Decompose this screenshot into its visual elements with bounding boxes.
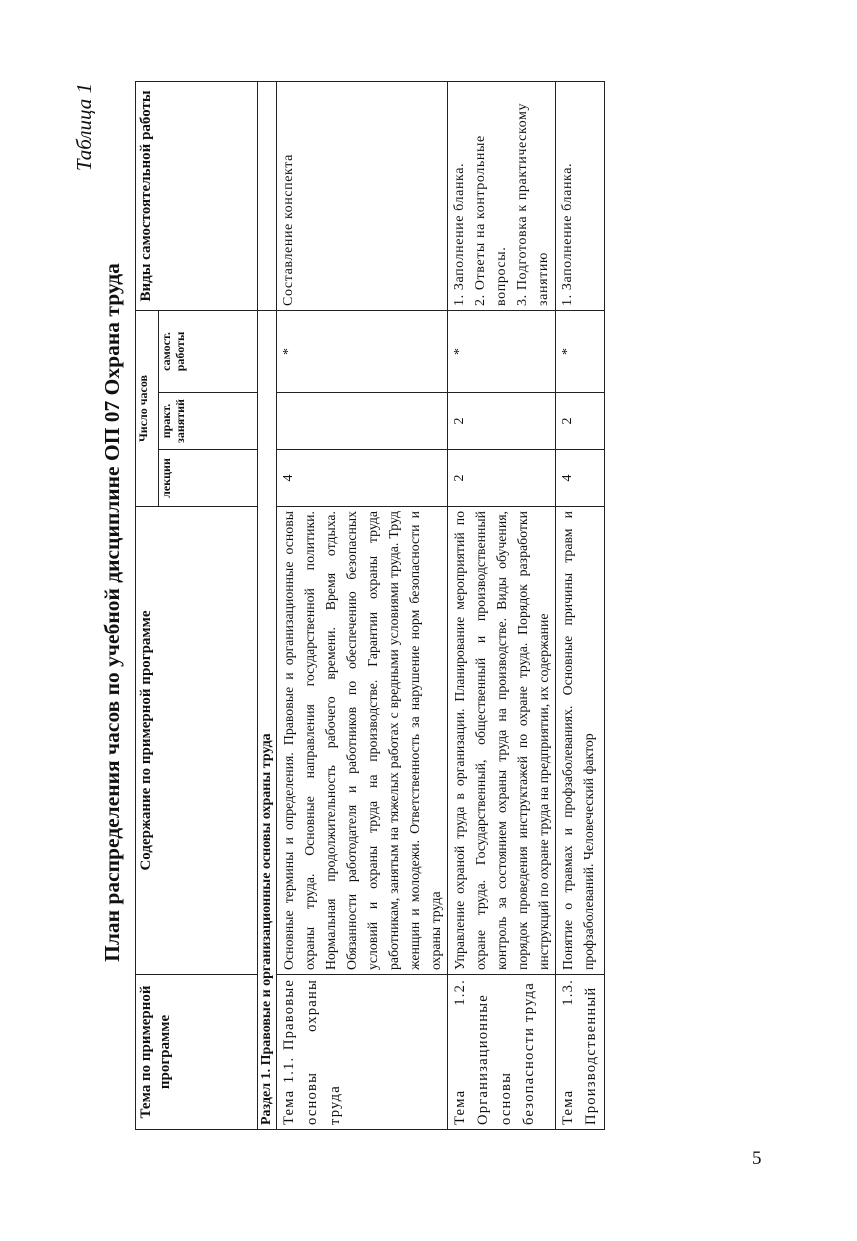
rotated-page-content bbox=[70, 70, 850, 1155]
row-lectures: 2 bbox=[448, 450, 556, 507]
work-item: 3. Подготовка к практическому занятию bbox=[515, 102, 551, 306]
header-self: самост. работы bbox=[159, 310, 258, 392]
header-work-types: Виды самостоятельной работы bbox=[136, 81, 258, 310]
row-work bbox=[556, 81, 605, 310]
hours-distribution-table bbox=[135, 81, 605, 1130]
row-content: Управление охраной труда в организации. Планирование мероприятий по охране труда. Государственный, общественный и производственный контроль за состоянием охраны труда на производстве. Виды обучения, порядок проведения инструктажей по охране труда. Порядок разработки инструкций по охране труда на предприятии, их содержание bbox=[448, 507, 556, 975]
document-title: План распределения часов по учебной дисциплине ОП 07 Охрана труда bbox=[100, 263, 124, 962]
row-lectures: 4 bbox=[556, 450, 605, 507]
row-practical: 2 bbox=[556, 393, 605, 450]
work-item: 1. Заполнение бланка. bbox=[560, 162, 575, 306]
work-item: 2. Ответы на контрольные вопросы. bbox=[473, 135, 509, 306]
work-item: 1. Заполнение бланка. bbox=[452, 162, 467, 306]
row-content: Понятие о травмах и профзаболеваниях. Основные причины травм и профзаболеваний. Человеческий фактор bbox=[556, 507, 605, 975]
section-row bbox=[258, 81, 277, 1129]
header-practical: практ. занятий bbox=[159, 393, 258, 450]
section-title: Раздел 1. Правовые и организационные основы охраны труда bbox=[258, 310, 277, 1129]
work-item: Составление конспекта bbox=[281, 154, 296, 306]
header-theme: Тема по примерной программе bbox=[136, 975, 258, 1130]
table-row bbox=[277, 81, 448, 1129]
row-theme: Тема 1.3. Производственный bbox=[556, 975, 605, 1130]
table-row bbox=[448, 81, 556, 1129]
row-self: * bbox=[448, 310, 556, 392]
row-self: * bbox=[277, 310, 448, 392]
table-row bbox=[556, 81, 605, 1129]
section-empty-cell bbox=[258, 81, 277, 310]
header-hours: Число часов bbox=[136, 310, 159, 506]
row-work bbox=[448, 81, 556, 310]
row-theme: Тема 1.2. Организационные основы безопасности труда bbox=[448, 975, 556, 1130]
row-self: * bbox=[556, 310, 605, 392]
header-lectures: лекции bbox=[159, 450, 258, 507]
table-label: Таблица 1 bbox=[72, 83, 96, 172]
row-content: Основные термины и определения. Правовые и организационные основы охраны труда. Основные направления государственной политики. Нормальная продолжительность рабочего времени. Время отдыха. Обязанности работодателя и работников по обеспечению безопасных условий и охраны труда на производстве. Гарантии охраны труда работникам, занятым на тяжелых работах с вредными условиями труда. Труд женщин и молодежи. Ответственность за нарушение норм безопасности и охраны труда bbox=[277, 507, 448, 975]
row-practical: 2 bbox=[448, 393, 556, 450]
row-work bbox=[277, 81, 448, 310]
header-content: Содержание по примерной программе bbox=[136, 507, 258, 975]
row-practical bbox=[277, 393, 448, 450]
row-theme: Тема 1.1. Правовые основы охраны труда bbox=[277, 975, 448, 1130]
table-header-row bbox=[136, 81, 159, 1129]
row-lectures: 4 bbox=[277, 450, 448, 507]
page-number: 5 bbox=[752, 1148, 762, 1169]
